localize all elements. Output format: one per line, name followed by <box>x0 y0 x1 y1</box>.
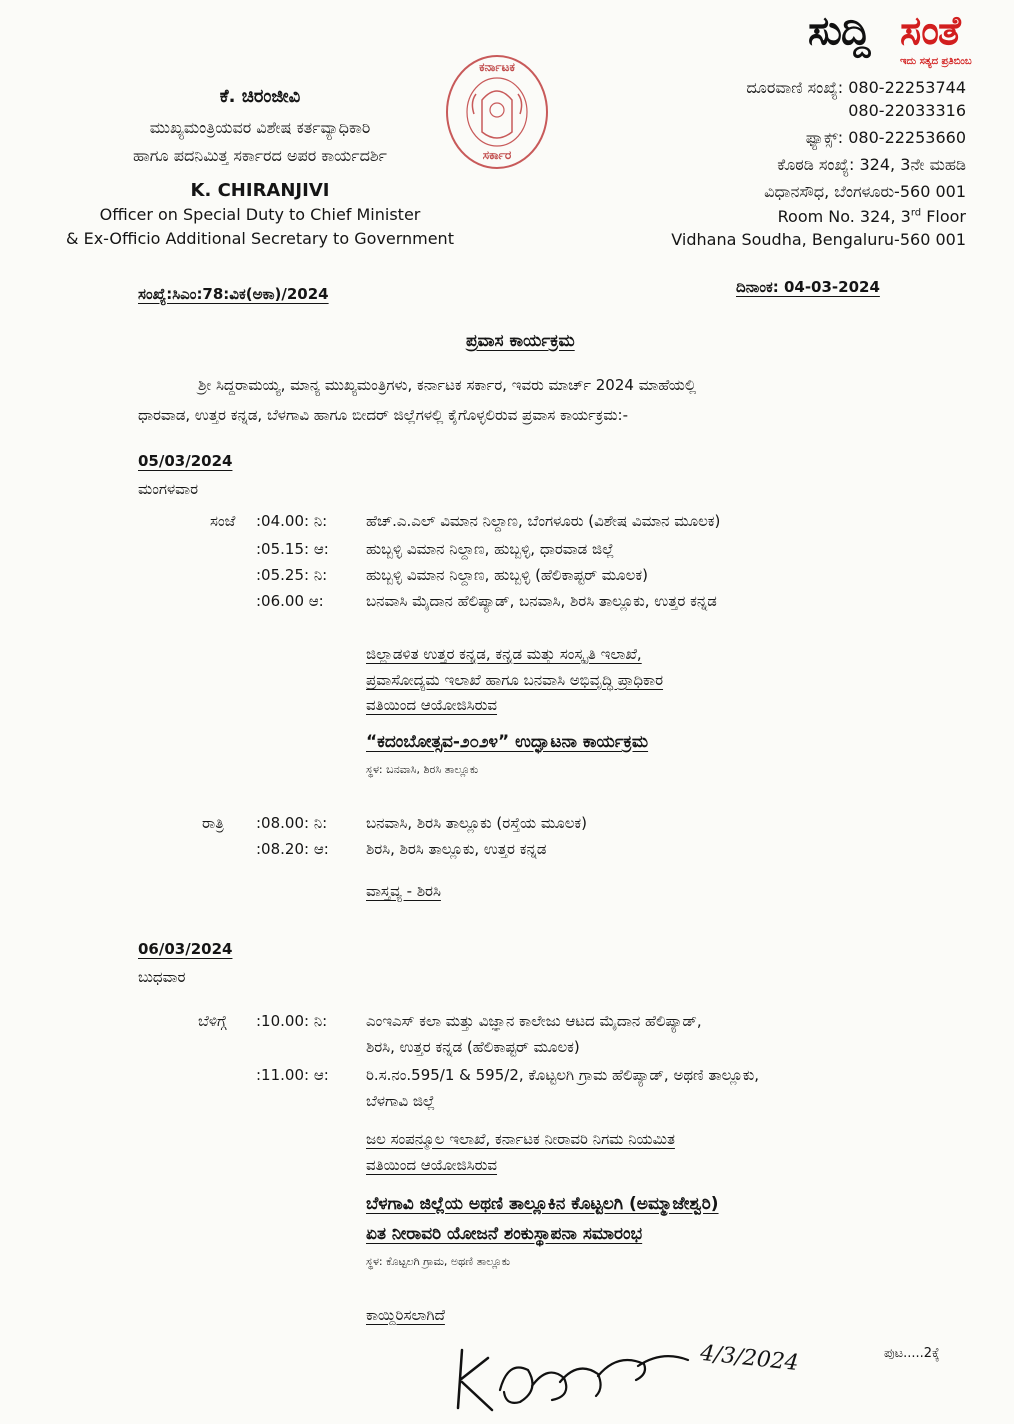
document-title: ಪ್ರವಾಸ ಕಾರ್ಯಕ್ರಮ <box>466 331 575 351</box>
day1-period-night: ರಾತ್ರಿ <box>202 814 224 832</box>
phone-line-1 <box>746 78 966 98</box>
signature-icon <box>448 1330 708 1420</box>
day1-night-row1-time: :08.00: ನಿ: <box>256 814 328 832</box>
day2-row2-time: :11.00: ಆ: <box>256 1066 329 1084</box>
brand-logo <box>808 8 1008 72</box>
day2-date: 06/03/2024 <box>138 940 233 958</box>
day2-event-org-1: ಜಲ ಸಂಪನ್ಮೂಲ ಇಲಾಖೆ, ಕರ್ನಾಟಕ ನೀರಾವರಿ ನಿಗಮ ನಿಯಮಿತ <box>366 1130 675 1148</box>
day1-night-row2-time: :08.20: ಆ: <box>256 840 329 858</box>
day1-event-org-2: ಪ್ರವಾಸೋದ್ಯಮ ಇಲಾಖೆ ಹಾಗೂ ಬನವಾಸಿ ಅಭಿವೃದ್ಧಿ ಪ್ರಾಧಿಕಾರ <box>366 671 664 689</box>
address-en: Vidhana Soudha, Bengaluru-560 001 <box>671 230 966 249</box>
room-kn: ಕೊಠಡಿ ಸಂಖ್ಯೆ: 324, 3ನೇ ಮಹಡಿ <box>777 155 966 174</box>
day1-row2-time: :05.15: ಆ: <box>256 540 329 558</box>
officer-title1-en: Officer on Special Duty to Chief Minister <box>99 205 421 224</box>
seal-top-text: ಕರ್ನಾಟಕ <box>479 60 515 74</box>
day2-event-org-2: ವತಿಯಿಂದ ಆಯೋಜಿಸಿರುವ <box>366 1156 498 1174</box>
day2-weekday: ಬುಧವಾರ <box>138 968 186 986</box>
day1-row3-time: :05.25: ನಿ: <box>256 566 328 584</box>
officer-title2-en: & Ex-Officio Additional Secretary to Government <box>66 229 454 248</box>
day1-event-org-1: ಜಿಲ್ಲಾಡಳಿತ ಉತ್ತರ ಕನ್ನಡ, ಕನ್ನಡ ಮತ್ತು ಸಂಸ್ಕೃತಿ ಇಲಾಖೆ, <box>366 645 642 663</box>
day2-period-morning: ಬೆಳಿಗ್ಗೆ <box>198 1012 227 1030</box>
day1-period-evening: ಸಂಜೆ <box>210 512 236 530</box>
day1-row1-time: :04.00: ನಿ: <box>256 512 328 530</box>
letter-date: ದಿನಾಂಕ: 04-03-2024 <box>736 278 880 296</box>
officer-name-en: K. CHIRANJIVI <box>190 180 330 201</box>
day2-row1-place-2: ಶಿರಸಿ, ಉತ್ತರ ಕನ್ನಡ (ಹೆಲಿಕಾಪ್ಟರ್ ಮೂಲಕ) <box>366 1038 580 1056</box>
officer-title2-kn: ಹಾಗೂ ಪದನಿಮಿತ್ತ ಸರ್ಕಾರದ ಅಪರ ಕಾರ್ಯದರ್ಶಿ <box>133 146 387 165</box>
room-en-suffix: Floor <box>921 207 966 226</box>
page-continuation: ಪುಟ.....2ಕ್ಕೆ <box>884 1346 940 1361</box>
day2-row2-place-1: ರಿ.ಸ.ನಂ.595/1 & 595/2, ಕೊಟ್ಟಲಗಿ ಗ್ರಾಮ ಹೆಲಿಪ್ಯಾಡ್, ಅಥಣಿ ತಾಲ್ಲೂಕು, <box>366 1066 760 1084</box>
day1-date: 05/03/2024 <box>138 452 233 470</box>
fax-label: ಫ್ಯಾಕ್ಸ್: <box>805 128 844 147</box>
day2-row1-place-1: ಎಂಇಎಸ್ ಕಲಾ ಮತ್ತು ವಿಜ್ಞಾನ ಕಾಲೇಜು ಆಟದ ಮೈದಾನ ಹೆಲಿಪ್ಯಾಡ್, <box>366 1012 702 1030</box>
fax-number: 080-22253660 <box>848 128 966 147</box>
intro-line-2: ಧಾರವಾಡ, ಉತ್ತರ ಕನ್ನಡ, ಬೆಳಗಾವಿ ಹಾಗೂ ಬೀದರ್ ಜಿಲ್ಲೆಗಳಲ್ಲಿ ಕೈಗೊಳ್ಳಲಿರುವ ಪ್ರವಾಸ ಕಾರ್ಯಕ್ರಮ:- <box>138 406 628 424</box>
officer-title1-kn: ಮುಖ್ಯಮಂತ್ರಿಯವರ ವಿಶೇಷ ಕರ್ತವ್ಯಾಧಿಕಾರಿ <box>149 118 371 137</box>
phone-number-2: 080-22033316 <box>848 101 966 120</box>
government-seal-icon <box>442 52 552 172</box>
phone-number-1: 080-22253744 <box>848 78 966 97</box>
day2-reserved: ಕಾಯ್ದಿರಿಸಲಾಗಿದೆ <box>366 1306 445 1324</box>
day1-stay: ವಾಸ್ತವ್ಯ - ಶಿರಸಿ <box>366 882 441 900</box>
day1-row4-time: :06.00 ಆ: <box>256 592 324 610</box>
room-en <box>778 207 966 226</box>
day1-event-org-3: ವತಿಯಿಂದ ಆಯೋಜಿಸಿರುವ <box>366 696 498 714</box>
fax-line <box>806 128 966 148</box>
day2-event-title-1: ಬೆಳಗಾವಿ ಜಿಲ್ಲೆಯ ಅಥಣಿ ತಾಲ್ಲೂಕಿನ ಕೊಟ್ಟಲಗಿ (ಅಮ್ಮಾಜೇಶ್ವರಿ) <box>366 1194 719 1214</box>
day1-event-venue: ಸ್ಥಳ: ಬನವಾಸಿ, ಶಿರಸಿ ತಾಲ್ಲೂಕು <box>366 763 479 776</box>
day1-night-row2-place: ಶಿರಸಿ, ಶಿರಸಿ ತಾಲ್ಲೂಕು, ಉತ್ತರ ಕನ್ನಡ <box>366 840 547 858</box>
day1-event-title: “ಕದಂಬೋತ್ಸವ-೨೦೨೪” ಉದ್ಘಾಟನಾ ಕಾರ್ಯಕ್ರಮ <box>366 732 649 752</box>
day2-row2-place-2: ಬೆಳಗಾವಿ ಜಿಲ್ಲೆ <box>366 1092 436 1110</box>
day2-row1-time: :10.00: ನಿ: <box>256 1012 328 1030</box>
signature-date: 4/3/2024 <box>698 1340 800 1377</box>
logo-word-1: ಸುದ್ದಿ <box>808 8 870 54</box>
phone-label: ದೂರವಾಣಿ ಸಂಖ್ಯೆ: <box>746 78 844 97</box>
logo-tagline: ಇದು ಸತ್ಯದ ಪ್ರತಿಬಿಂಬ <box>900 56 972 67</box>
day1-row3-place: ಹುಬ್ಬಳ್ಳಿ ವಿಮಾನ ನಿಲ್ದಾಣ, ಹುಬ್ಬಳ್ಳಿ (ಹೆಲಿಕಾಪ್ಟರ್ ಮೂಲಕ) <box>366 566 648 584</box>
address-kn: ವಿಧಾನಸೌಧ, ಬೆಂಗಳೂರು-560 001 <box>764 182 966 201</box>
day1-row4-place: ಬನವಾಸಿ ಮೈದಾನ ಹೆಲಿಪ್ಯಾಡ್, ಬನವಾಸಿ, ಶಿರಸಿ ತಾಲ್ಲೂಕು, ಉತ್ತರ ಕನ್ನಡ <box>366 592 717 610</box>
reference-number: ಸಂಖ್ಯೆ:ಸಿಎಂ:78:ವಿಕ(ಅಕಾ)/2024 <box>138 285 329 303</box>
officer-name-kn: ಕೆ. ಚಿರಂಜೀವಿ <box>219 86 301 107</box>
day2-event-venue: ಸ್ಥಳ: ಕೊಟ್ಟಲಗಿ ಗ್ರಾಮ, ಅಥಣಿ ತಾಲ್ಲೂಕು <box>366 1255 511 1268</box>
room-en-sup: rd <box>910 207 922 219</box>
day2-event-title-2: ಏತ ನೀರಾವರಿ ಯೋಜನೆ ಶಂಕುಸ್ಥಾಪನಾ ಸಮಾರಂಭ <box>366 1224 643 1244</box>
seal-bottom-text: ಸರ್ಕಾರ <box>482 148 512 162</box>
intro-line-1: ಶ್ರೀ ಸಿದ್ದರಾಮಯ್ಯ, ಮಾನ್ಯ ಮುಖ್ಯಮಂತ್ರಿಗಳು, ಕರ್ನಾಟಕ ಸರ್ಕಾರ, ಇವರು ಮಾರ್ಚ್ 2024 ಮಾಹೆಯಲ್ಲಿ <box>198 376 697 394</box>
day1-weekday: ಮಂಗಳವಾರ <box>138 480 199 498</box>
day1-row1-place: ಹೆಚ್.ಎ.ಎಲ್ ವಿಮಾನ ನಿಲ್ದಾಣ, ಬೆಂಗಳೂರು (ವಿಶೇಷ ವಿಮಾನ ಮೂಲಕ) <box>366 512 721 530</box>
room-en-prefix: Room No. 324, 3 <box>777 207 911 226</box>
logo-word-2: ಸಂತೆ <box>900 8 960 54</box>
day1-night-row1-place: ಬನವಾಸಿ, ಶಿರಸಿ ತಾಲ್ಲೂಕು (ರಸ್ತೆಯ ಮೂಲಕ) <box>366 814 588 832</box>
day1-row2-place: ಹುಬ್ಬಳ್ಳಿ ವಿಮಾನ ನಿಲ್ದಾಣ, ಹುಬ್ಬಳ್ಳಿ, ಧಾರವಾಡ ಜಿಲ್ಲೆ <box>366 540 615 558</box>
